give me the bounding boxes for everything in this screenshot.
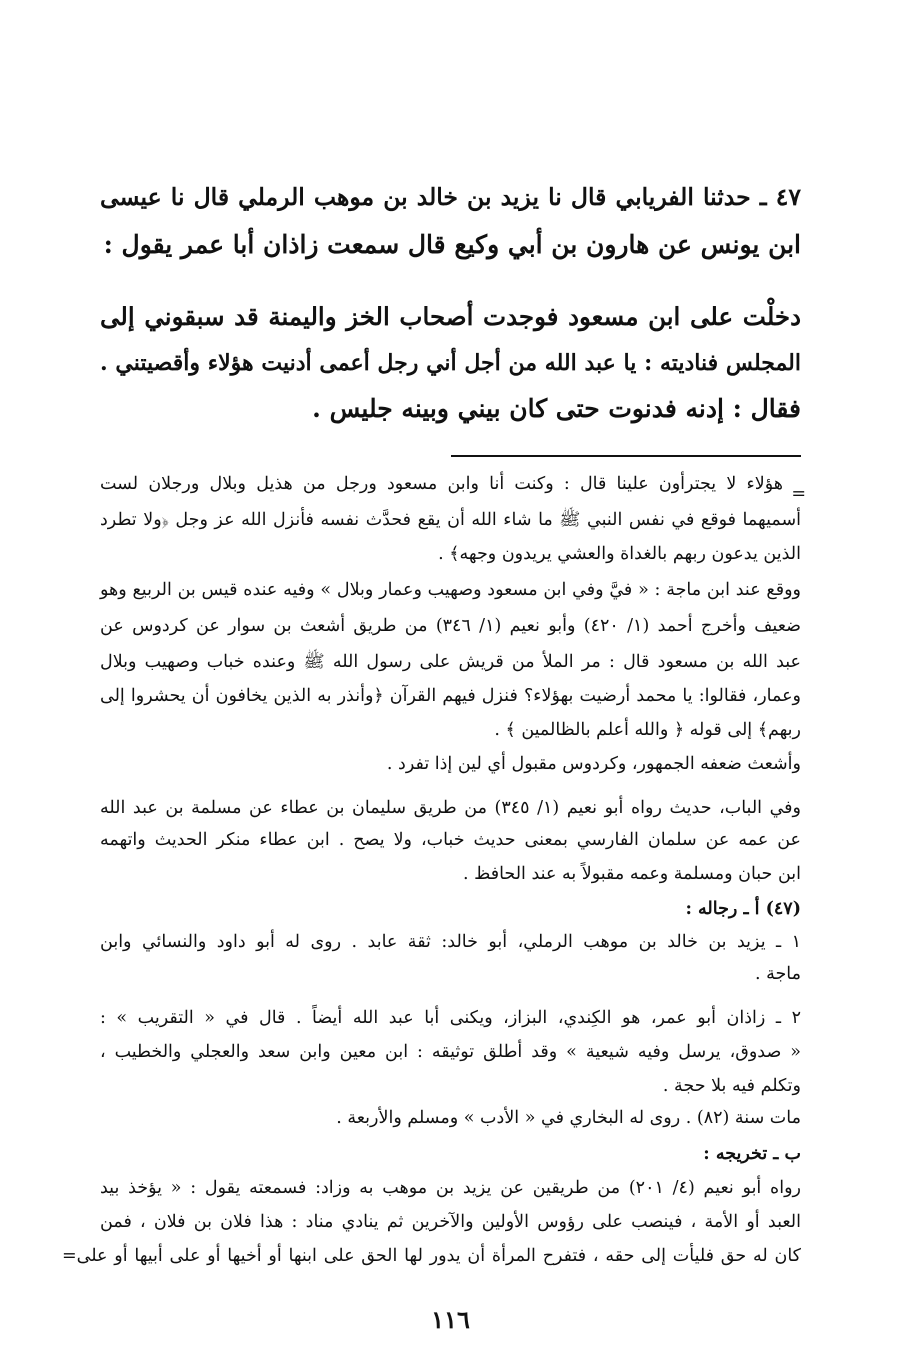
hadith-line-3: دخلْت على ابن مسعود فوجدت أصحاب الخز واليمنة قد سبقوني إلى bbox=[100, 302, 801, 331]
footnote-p1-line-2: أسميهما فوقع في نفس النبي ﷺ ما شاء الله أن يقع فحدَّث نفسه فأنزل الله عز وجل ﴿ولا تطرد bbox=[100, 510, 801, 530]
footnote-p1-line-3: الذين يدعون ربهم بالغداة والعشي يريدون وجهه﴾ . bbox=[438, 544, 801, 564]
hadith-line-2: ابن يونس عن هارون بن أبي وكيع قال سمعت زاذان أبا عمر يقول : bbox=[103, 230, 801, 259]
takhrij-line-3: كان له حق فليأت إلى حقه ، فتفرح المرأة أن يدور لها الحق على ابنها أو أخيها أو على أبيها أو على= bbox=[62, 1246, 801, 1266]
page-number: ١١٦ bbox=[431, 1305, 470, 1334]
rijal-2-line-3: وتكلم فيه بلا حجة . bbox=[662, 1076, 801, 1096]
footnote-p2-line-1: ووقع عند ابن ماجة : « فيَّ وفي ابن مسعود وصهيب وعمار وبلال » وفيه عنده قيس بن الربيع وهو bbox=[100, 580, 801, 600]
rijal-2-line-2: « صدوق، يرسل وفيه شيعية » وقد أطلق توثيقه : ابن معين وابن سعد والعجلي والخطيب ، bbox=[100, 1042, 801, 1062]
rijal-1-line-2: ماجة . bbox=[754, 964, 801, 984]
footnote-p3-line-1: وأشعث ضعفه الجمهور، وكردوس مقبول أي لين إذا تفرد . bbox=[386, 754, 801, 774]
footnote-p2-line-2: ضعيف وأخرج أحمد (١/ ٤٢٠) وأبو نعيم (١/ ٣٤٦) من طريق أشعث بن سوار عن كردوس عن bbox=[100, 616, 802, 636]
hadith-line-5: فقال : إدنه فدنوت حتى كان بيني وبينه جليس . bbox=[312, 394, 801, 423]
takhrij-heading: ب ـ تخريجه : bbox=[703, 1144, 801, 1164]
hadith-line-4: المجلس فناديته : يا عبد الله من أجل أني رجل أعمى أدنيت هؤلاء وأقصيتني . bbox=[100, 350, 801, 376]
footnote-p4-line-3: ابن حبان ومسلمة وعمه مقبولاً به عند الحافظ . bbox=[462, 864, 801, 884]
rijal-1-line-1: ١ ـ يزيد بن خالد بن موهب الرملي، أبو خالد: ثقة عابد . روى له أبو داود والنسائي وابن bbox=[100, 932, 801, 952]
takhrij-line-1: رواه أبو نعيم (٤/ ٢٠١) من طريقين عن يزيد بن موهب به وزاد: فسمعته يقول : « يؤخذ بيد bbox=[100, 1178, 801, 1198]
hadith-line-1: ٤٧ ـ حدثنا الفريابي قال نا يزيد بن خالد بن موهب الرملي قال نا عيسى bbox=[100, 183, 801, 211]
rijal-2-line-1: ٢ ـ زاذان أبو عمر، هو الكِندي، البزاز، ويكنى أبا عبد الله أيضاً . قال في « التقريب » : bbox=[100, 1008, 801, 1028]
takhrij-line-2: العبد أو الأمة ، فينصب على رؤوس الأولين والآخرين ثم ينادي مناد : هذا فلان بن فلان ، فمن bbox=[100, 1212, 801, 1232]
rijal-2-line-4: مات سنة (٨٢) . روى له البخاري في « الأدب » ومسلم والأربعة . bbox=[336, 1108, 801, 1128]
footnote-p4-line-2: عن عمه عن سلمان الفارسي بمعنى حديث خباب، ولا يصح . ابن عطاء منكر الحديث واتهمه bbox=[100, 830, 801, 850]
footnote-p1-line-1: هؤلاء لا يجترأون علينا قال : وكنت أنا وابن مسعود ورجل من هذيل وبلال ورجلان لست bbox=[100, 474, 783, 494]
footnote-p2-line-5: ربهم﴾ إلى قوله ﴿ والله أعلم بالظالمين ﴾ . bbox=[494, 720, 801, 740]
footnote-divider bbox=[451, 455, 801, 457]
footnote-p4-line-1: وفي الباب، حديث رواه أبو نعيم (١/ ٣٤٥) من طريق سليمان بن عطاء عن مسلمة بن عبد الله bbox=[100, 798, 801, 818]
continuation-mark: = bbox=[791, 484, 806, 504]
rijal-heading: (٤٧) أ ـ رجاله : bbox=[685, 899, 801, 919]
footnote-p2-line-3: عبد الله بن مسعود قال : مر الملأ من قريش على رسول الله ﷺ وعنده خباب وصهيب وبلال bbox=[100, 652, 801, 672]
footnote-p2-line-4: وعمار، فقالوا: يا محمد أرضيت بهؤلاء؟ فنزل فيهم القرآن ﴿وأنذر به الذين يخافون أن يحشروا إلى bbox=[100, 686, 801, 706]
